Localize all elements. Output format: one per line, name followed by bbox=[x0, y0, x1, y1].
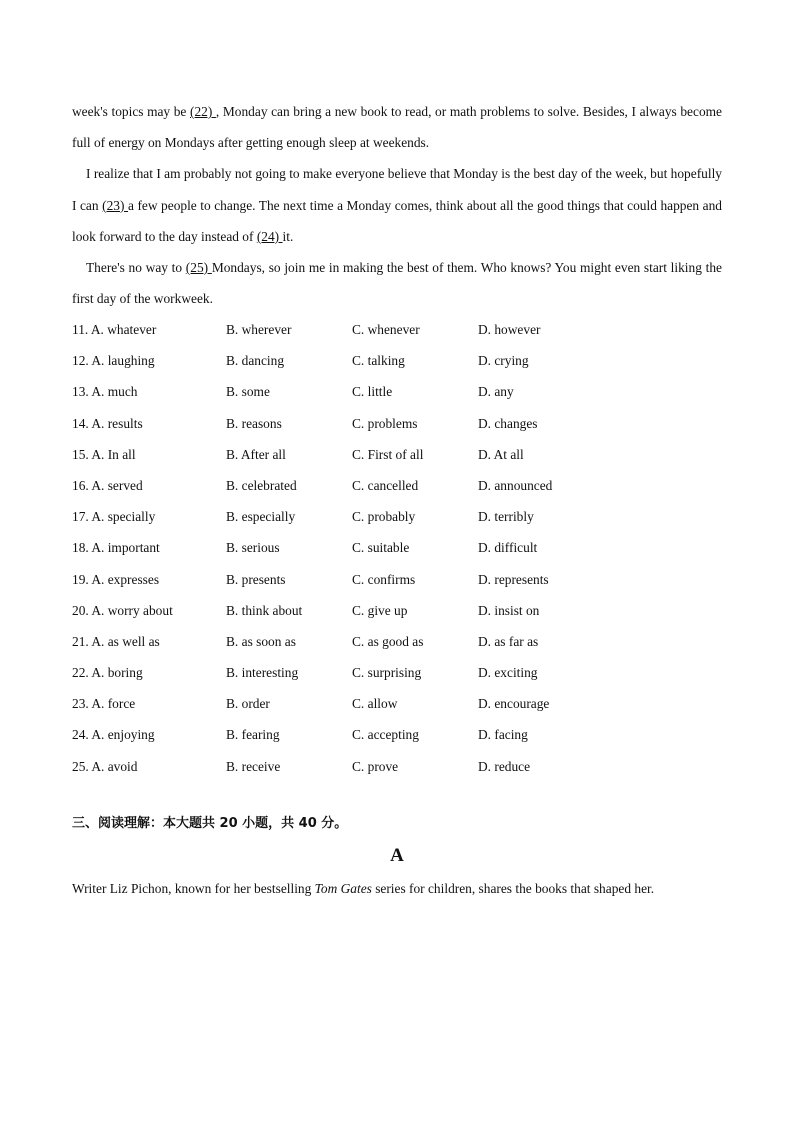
option-row bbox=[72, 408, 722, 439]
option-a: 17. A. specially bbox=[72, 509, 156, 525]
option-d: D. however bbox=[478, 322, 541, 338]
option-d: D. crying bbox=[478, 353, 529, 369]
option-row bbox=[72, 377, 722, 408]
option-row bbox=[72, 346, 722, 377]
option-b: B. reasons bbox=[226, 415, 282, 431]
option-d: D. difficult bbox=[478, 540, 538, 556]
option-c: C. whenever bbox=[352, 322, 420, 338]
option-a: 16. A. served bbox=[72, 477, 143, 493]
option-row bbox=[72, 314, 722, 345]
text-run: Writer Liz Pichon, known for her bestselling bbox=[72, 881, 315, 897]
option-row bbox=[72, 595, 722, 626]
option-d: D. as far as bbox=[478, 633, 539, 649]
option-row bbox=[72, 689, 722, 720]
option-b: B. serious bbox=[226, 540, 280, 556]
blank-22: (22) bbox=[190, 104, 216, 119]
option-b: B. some bbox=[226, 384, 270, 400]
option-c: C. accepting bbox=[352, 727, 419, 743]
option-d: D. At all bbox=[478, 446, 524, 462]
option-row bbox=[72, 470, 722, 501]
section-heading: 三、阅读理解：本大题共 20 小题，共 40 分。 bbox=[72, 816, 348, 832]
text-run: There's no way to bbox=[86, 260, 186, 276]
text-run: it. bbox=[282, 228, 294, 244]
option-c: C. probably bbox=[352, 509, 416, 525]
option-row bbox=[72, 657, 722, 688]
passage-paragraph-2 bbox=[72, 158, 722, 252]
text-run: , Monday can bring a new book to read, or math problems to solve. Besides, I always become full of energy on Mondays after getting enough sleep at weekends. bbox=[72, 104, 722, 151]
option-d: D. changes bbox=[478, 415, 538, 431]
text-run: a few people to change. The next time a Monday comes, think about all the good things that could happen and look forward to the day instead of bbox=[72, 197, 722, 244]
option-row bbox=[72, 502, 722, 533]
option-a: 21. A. as well as bbox=[72, 633, 160, 649]
option-d: D. facing bbox=[478, 727, 528, 743]
text-run: Mondays, so join me in making the best of them. Who knows? You might even start liking the first day of the workweek. bbox=[72, 260, 722, 307]
option-c: C. talking bbox=[352, 353, 405, 369]
option-a: 19. A. expresses bbox=[72, 571, 160, 587]
option-d: D. terribly bbox=[478, 509, 534, 525]
option-a: 15. A. In all bbox=[72, 446, 136, 462]
option-b: B. dancing bbox=[226, 353, 285, 369]
option-c: C. allow bbox=[352, 696, 398, 712]
passage-letter: A bbox=[390, 845, 404, 867]
options-list bbox=[72, 314, 722, 782]
option-c: C. First of all bbox=[352, 446, 424, 462]
option-c: C. as good as bbox=[352, 633, 424, 649]
option-b: B. celebrated bbox=[226, 477, 297, 493]
option-c: C. little bbox=[352, 384, 393, 400]
option-a: 20. A. worry about bbox=[72, 602, 173, 618]
option-a: 22. A. boring bbox=[72, 665, 143, 681]
option-b: B. After all bbox=[226, 446, 286, 462]
option-c: C. suitable bbox=[352, 540, 410, 556]
option-b: B. especially bbox=[226, 509, 296, 525]
option-d: D. insist on bbox=[478, 602, 540, 618]
option-a: 25. A. avoid bbox=[72, 758, 138, 774]
blank-25: (25) bbox=[185, 260, 212, 276]
option-b: B. interesting bbox=[226, 665, 299, 681]
option-c: C. cancelled bbox=[352, 477, 419, 493]
blank-24: (24) bbox=[256, 228, 283, 244]
passage-paragraph-1 bbox=[72, 96, 722, 158]
option-d: D. reduce bbox=[478, 758, 531, 774]
option-d: D. announced bbox=[478, 477, 553, 493]
option-b: B. wherever bbox=[226, 322, 292, 338]
option-a: 14. A. results bbox=[72, 415, 143, 431]
option-a: 13. A. much bbox=[72, 384, 138, 400]
option-b: B. think about bbox=[226, 602, 303, 618]
option-b: B. order bbox=[226, 696, 270, 712]
text-run: week's topics may be bbox=[72, 104, 190, 119]
option-a: 11. A. whatever bbox=[72, 322, 157, 338]
passage-paragraph-3 bbox=[72, 252, 722, 314]
option-c: C. surprising bbox=[352, 665, 422, 681]
option-a: 24. A. enjoying bbox=[72, 727, 155, 743]
option-d: D. any bbox=[478, 384, 514, 400]
option-c: C. problems bbox=[352, 415, 418, 431]
passage-intro bbox=[72, 879, 722, 899]
option-c: C. give up bbox=[352, 602, 408, 618]
option-d: D. exciting bbox=[478, 665, 538, 681]
option-b: B. fearing bbox=[226, 727, 280, 743]
option-row bbox=[72, 533, 722, 564]
option-c: C. prove bbox=[352, 758, 399, 774]
document-page bbox=[72, 96, 722, 913]
option-b: B. receive bbox=[226, 758, 281, 774]
option-a: 23. A. force bbox=[72, 696, 136, 712]
option-row bbox=[72, 751, 722, 782]
option-d: D. represents bbox=[478, 571, 549, 587]
option-row bbox=[72, 439, 722, 470]
option-a: 12. A. laughing bbox=[72, 353, 155, 369]
option-a: 18. A. important bbox=[72, 540, 160, 556]
option-b: B. presents bbox=[226, 571, 286, 587]
text-run: I realize that I am probably not going to make everyone believe that Monday is the best day of the week, but hopefully I can bbox=[72, 166, 722, 213]
option-d: D. encourage bbox=[478, 696, 550, 712]
option-c: C. confirms bbox=[352, 571, 416, 587]
option-row bbox=[72, 720, 722, 751]
option-b: B. as soon as bbox=[226, 633, 296, 649]
book-title: Tom Gates bbox=[314, 881, 372, 897]
option-row bbox=[72, 626, 722, 657]
text-run: series for children, shares the books that shaped her. bbox=[371, 881, 655, 897]
blank-23: (23) bbox=[102, 197, 128, 213]
option-row bbox=[72, 564, 722, 595]
